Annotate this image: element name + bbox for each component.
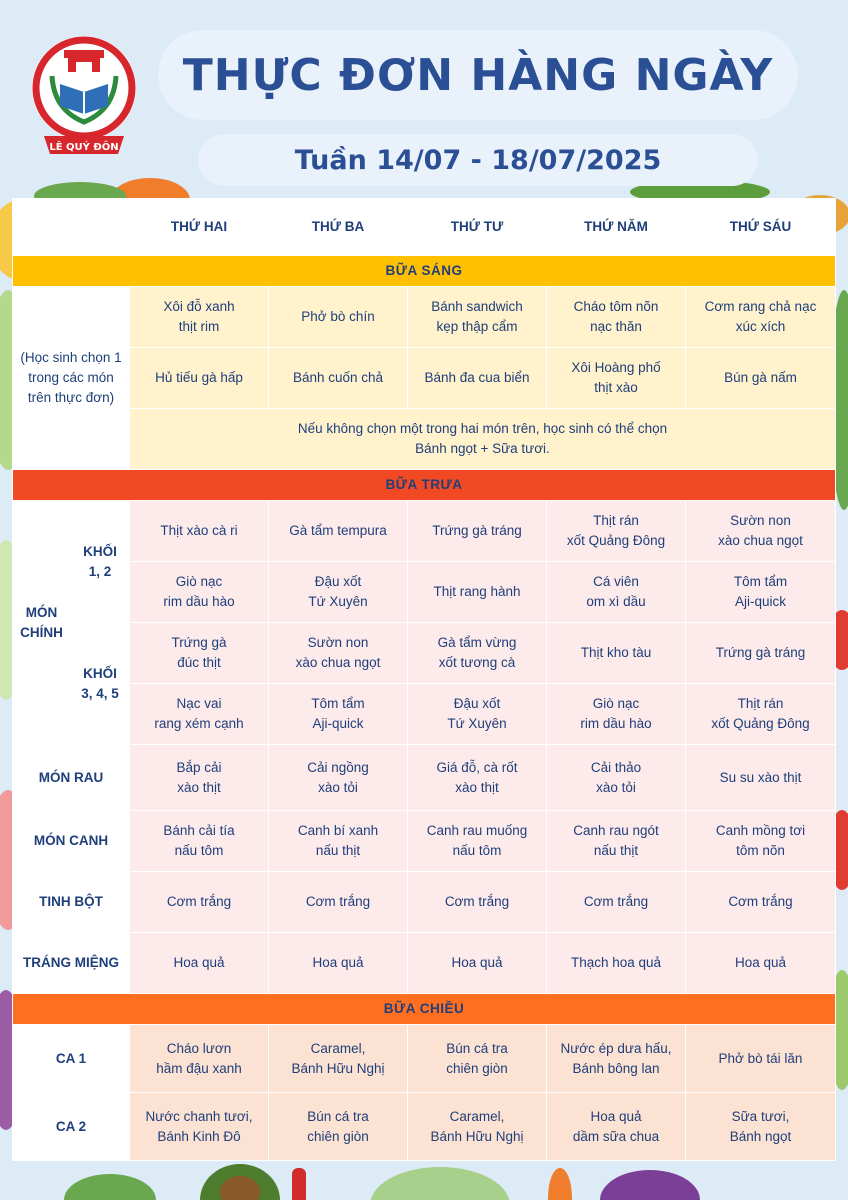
- logo-text: LÊ QUÝ ĐÔN: [49, 142, 119, 153]
- afternoon-header: BỮA CHIỀU: [13, 994, 836, 1025]
- afternoon-row: [13, 1025, 836, 1093]
- menu-cell: Thịt rán xốt Quảng Đông: [547, 501, 686, 562]
- menu-cell: Canh rau ngót nấu thịt: [547, 811, 686, 872]
- menu-cell: Đậu xốt Tứ Xuyên: [269, 562, 408, 623]
- grade-group-label: KHỐI 1, 2: [71, 501, 130, 623]
- menu-cell: Bánh cuốn chả: [269, 348, 408, 409]
- menu-cell: Cải ngồng xào tỏi: [269, 745, 408, 811]
- afternoon-band: [13, 994, 836, 1025]
- menu-cell: Hoa quả: [269, 933, 408, 994]
- menu-cell: Thịt rang hành: [408, 562, 547, 623]
- menu-cell: Trứng gà đúc thịt: [130, 623, 269, 684]
- menu-cell: Trứng gà tráng: [408, 501, 547, 562]
- menu-cell: Hoa quả dầm sữa chua: [547, 1093, 686, 1161]
- menu-cell: Cơm rang chả nạc xúc xích: [686, 287, 836, 348]
- menu-cell: Cơm trắng: [686, 872, 836, 933]
- menu-cell: Thịt kho tàu: [547, 623, 686, 684]
- breakfast-row: [13, 287, 836, 348]
- menu-cell: Su su xào thịt: [686, 745, 836, 811]
- menu-cell: Nạc vai rang xém cạnh: [130, 684, 269, 745]
- menu-cell: Bún gà nấm: [686, 348, 836, 409]
- lunch-side-row: [13, 811, 836, 872]
- menu-cell: Canh rau muống nấu tôm: [408, 811, 547, 872]
- school-logo: [28, 26, 140, 166]
- menu-cell: Xôi đỗ xanh thịt rim: [130, 287, 269, 348]
- menu-cell: Cháo lươn hầm đậu xanh: [130, 1025, 269, 1093]
- lunch-main-row: [13, 562, 836, 623]
- menu-cell: Nước chanh tươi, Bánh Kinh Đô: [130, 1093, 269, 1161]
- menu-cell: Hoa quả: [686, 933, 836, 994]
- menu-cell: Gà tẩm tempura: [269, 501, 408, 562]
- menu-cell: Thạch hoa quả: [547, 933, 686, 994]
- menu-cell: Thịt xào cà ri: [130, 501, 269, 562]
- menu-cell: Caramel, Bánh Hữu Nghị: [408, 1093, 547, 1161]
- menu-cell: Đậu xốt Tứ Xuyên: [408, 684, 547, 745]
- menu-cell: Gà tẩm vừng xốt tương cà: [408, 623, 547, 684]
- lunch-header: BỮA TRƯA: [13, 470, 836, 501]
- menu-cell: Hủ tiếu gà hấp: [130, 348, 269, 409]
- lunch-main-row: [13, 684, 836, 745]
- menu-cell: Canh bí xanh nấu thịt: [269, 811, 408, 872]
- menu-cell: Bắp cải xào thịt: [130, 745, 269, 811]
- day-header-row: [13, 199, 836, 256]
- afternoon-row: [13, 1093, 836, 1161]
- menu-cell: Cơm trắng: [130, 872, 269, 933]
- menu-cell: Tôm tẩm Aji-quick: [269, 684, 408, 745]
- menu-cell: Sườn non xào chua ngọt: [686, 501, 836, 562]
- corner-cell: [13, 199, 130, 256]
- breakfast-note-row: [13, 409, 836, 470]
- breakfast-label: (Học sinh chọn 1 trong các món trên thực đơn): [13, 287, 130, 470]
- day-header: THỨ TƯ: [408, 199, 547, 256]
- menu-cell: Phở bò chín: [269, 287, 408, 348]
- menu-cell: Cơm trắng: [547, 872, 686, 933]
- lunch-side-row: [13, 872, 836, 933]
- menu-cell: Sườn non xào chua ngọt: [269, 623, 408, 684]
- main-dish-label: MÓN CHÍNH: [13, 501, 71, 745]
- menu-cell: Bánh cải tía nấu tôm: [130, 811, 269, 872]
- menu-cell: Caramel, Bánh Hữu Nghị: [269, 1025, 408, 1093]
- lunch-band: [13, 470, 836, 501]
- menu-cell: Hoa quả: [408, 933, 547, 994]
- menu-cell: Cá viên om xì dầu: [547, 562, 686, 623]
- menu-cell: Tôm tẩm Aji-quick: [686, 562, 836, 623]
- menu-cell: Giò nạc rim dầu hào: [130, 562, 269, 623]
- day-header: THỨ HAI: [130, 199, 269, 256]
- title-banner: [158, 30, 798, 120]
- menu-cell: Sữa tươi, Bánh ngọt: [686, 1093, 836, 1161]
- breakfast-note: Nếu không chọn một trong hai món trên, học sinh có thể chọn Bánh ngọt + Sữa tươi.: [130, 409, 836, 470]
- week-banner: [198, 134, 758, 186]
- menu-cell: Bún cá tra chiên giòn: [408, 1025, 547, 1093]
- menu-cell: Giá đỗ, cà rốt xào thịt: [408, 745, 547, 811]
- menu-table: [12, 198, 836, 1161]
- grade-group-label: KHỐI 3, 4, 5: [71, 623, 130, 745]
- menu-cell: Xôi Hoàng phố thịt xào: [547, 348, 686, 409]
- menu-cell: Cháo tôm nõn nạc thăn: [547, 287, 686, 348]
- lunch-side-row: [13, 745, 836, 811]
- side-label: MÓN CANH: [13, 811, 130, 872]
- menu-cell: Giò nạc rim dầu hào: [547, 684, 686, 745]
- menu-cell: Trứng gà tráng: [686, 623, 836, 684]
- menu-cell: Hoa quả: [130, 933, 269, 994]
- breakfast-row: [13, 348, 836, 409]
- lunch-main-row: [13, 501, 836, 562]
- lunch-main-row: [13, 623, 836, 684]
- breakfast-header: BỮA SÁNG: [13, 256, 836, 287]
- menu-cell: Bún cá tra chiên giòn: [269, 1093, 408, 1161]
- side-label: TINH BỘT: [13, 872, 130, 933]
- side-label: TRÁNG MIỆNG: [13, 933, 130, 994]
- menu-cell: Phở bò tái lăn: [686, 1025, 836, 1093]
- side-label: MÓN RAU: [13, 745, 130, 811]
- menu-cell: Canh mồng tơi tôm nõn: [686, 811, 836, 872]
- breakfast-band: [13, 256, 836, 287]
- page-title: THỰC ĐƠN HÀNG NGÀY: [182, 49, 774, 101]
- menu-cell: Cơm trắng: [408, 872, 547, 933]
- lunch-side-row: [13, 933, 836, 994]
- menu-cell: Thịt rán xốt Quảng Đông: [686, 684, 836, 745]
- menu-cell: Nước ép dưa hấu, Bánh bông lan: [547, 1025, 686, 1093]
- shift-label: CA 2: [13, 1093, 130, 1161]
- menu-cell: Cải thảo xào tỏi: [547, 745, 686, 811]
- day-header: THỨ BA: [269, 199, 408, 256]
- day-header: THỨ NĂM: [547, 199, 686, 256]
- menu-cell: Bánh đa cua biển: [408, 348, 547, 409]
- day-header: THỨ SÁU: [686, 199, 836, 256]
- shift-label: CA 1: [13, 1025, 130, 1093]
- week-range: Tuần 14/07 - 18/07/2025: [294, 144, 662, 176]
- menu-cell: Bánh sandwich kẹp thập cẩm: [408, 287, 547, 348]
- menu-cell: Cơm trắng: [269, 872, 408, 933]
